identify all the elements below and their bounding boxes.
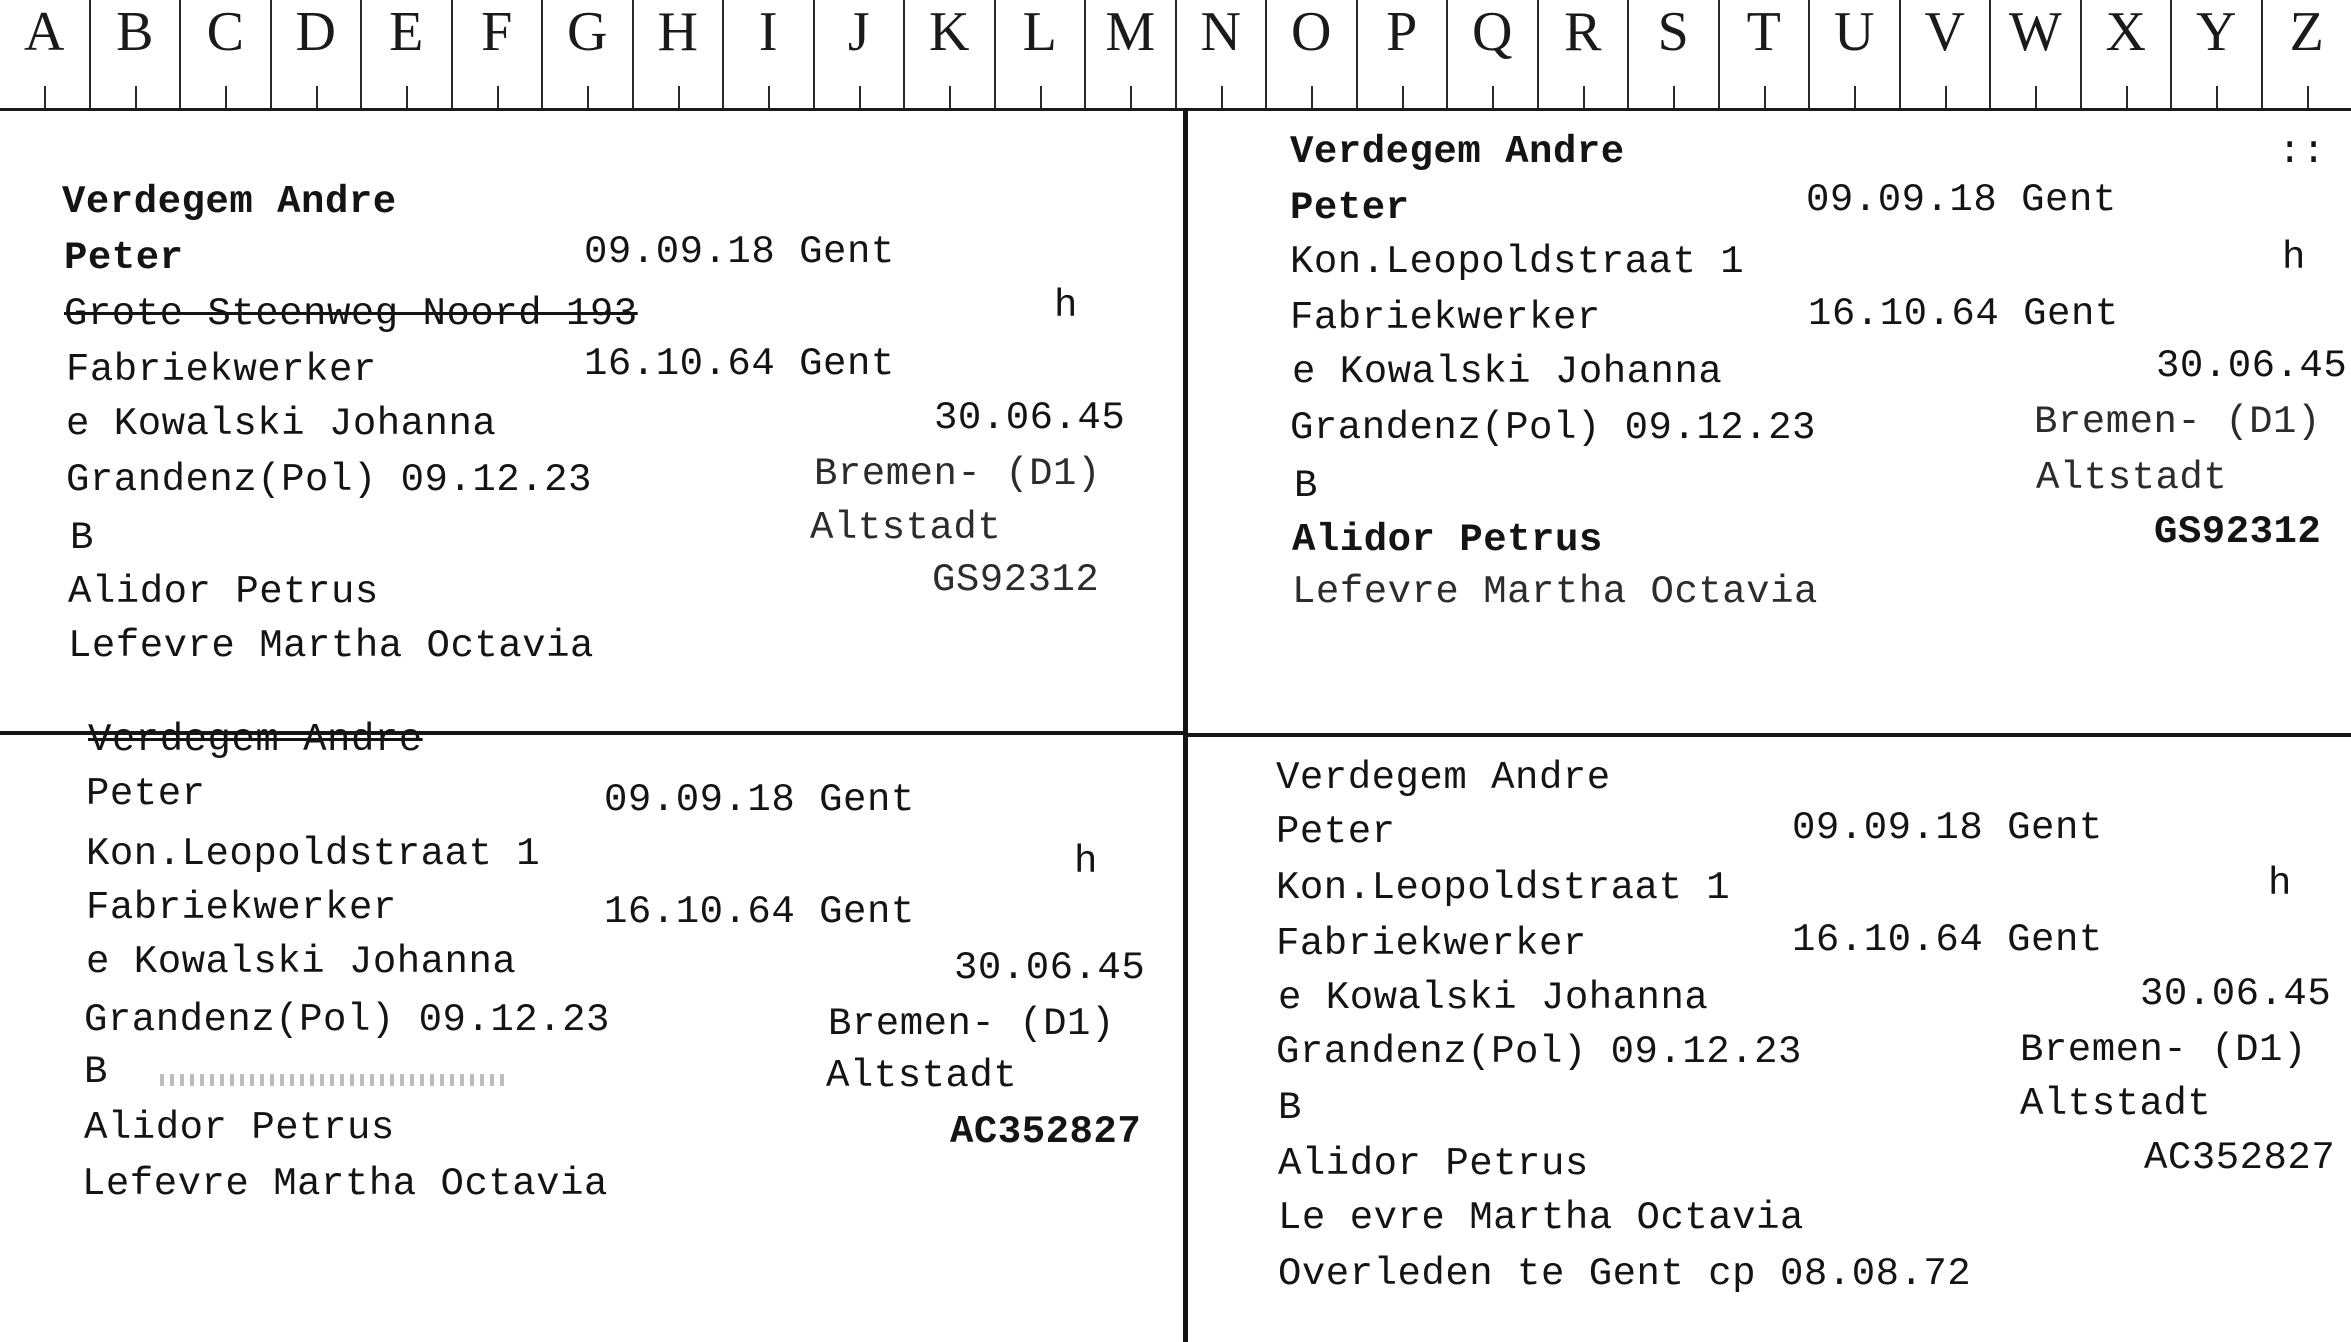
index-letter-j xyxy=(815,0,906,108)
index-letter-s xyxy=(1629,0,1720,108)
index-letter-h xyxy=(634,0,725,108)
card-occupation: Fabriekwerker xyxy=(1290,296,1601,340)
card-first-name: Peter xyxy=(86,772,206,816)
card-place: Bremen- (D1) xyxy=(828,1002,1115,1046)
index-letter-e xyxy=(362,0,453,108)
index-letter-label: Z xyxy=(2289,1,2324,63)
index-letter-g xyxy=(543,0,634,108)
card-place2: Altstadt xyxy=(2036,456,2228,500)
card-father: Alidor Petrus xyxy=(84,1106,395,1150)
index-letter-f xyxy=(453,0,544,108)
card-first-name: Peter xyxy=(64,236,184,280)
card-h-mark: h xyxy=(2268,862,2292,906)
index-letter-label: Q xyxy=(1472,1,1513,63)
card-mother: Lefevre Martha Octavia xyxy=(68,624,594,668)
index-letter-o xyxy=(1267,0,1358,108)
card-spouse-birth: Grandenz(Pol) 09.12.23 xyxy=(66,458,592,502)
alphabet-index-strip xyxy=(0,0,2351,111)
card-h-mark: h xyxy=(1054,284,1078,328)
index-letter-x xyxy=(2082,0,2173,108)
vertical-card-divider xyxy=(1183,108,1188,1342)
card-place2: Altstadt xyxy=(2020,1082,2212,1126)
index-letter-label: N xyxy=(1200,1,1241,63)
index-letter-d xyxy=(272,0,363,108)
index-letter-label: P xyxy=(1386,1,1418,63)
card-code: AC352827 xyxy=(950,1110,1142,1154)
index-letter-z xyxy=(2263,0,2351,108)
card-place2: Altstadt xyxy=(810,506,1002,550)
index-letter-q xyxy=(1448,0,1539,108)
index-letter-label: A xyxy=(24,1,65,63)
card-place: Bremen- (D1) xyxy=(2020,1028,2307,1072)
index-letter-label: L xyxy=(1022,1,1057,63)
index-letter-label: S xyxy=(1657,1,1689,63)
card-birth: 09.09.18 Gent xyxy=(584,230,895,274)
card-death-note: Overleden te Gent cp 08.08.72 xyxy=(1278,1252,1972,1296)
index-letter-label: O xyxy=(1291,1,1332,63)
index-letter-b xyxy=(91,0,182,108)
card-b: B xyxy=(1294,464,1318,508)
card-occupation: Fabriekwerker xyxy=(1276,922,1587,966)
card-date3: 30.06.45 xyxy=(2156,344,2348,388)
card-h-mark: h xyxy=(1074,840,1098,884)
index-letter-c xyxy=(181,0,272,108)
index-letter-label: V xyxy=(1924,1,1965,63)
card-occupation: Fabriekwerker xyxy=(86,886,397,930)
index-letter-m xyxy=(1086,0,1177,108)
card-b: B xyxy=(70,516,94,560)
index-letter-i xyxy=(724,0,815,108)
index-letter-u xyxy=(1810,0,1901,108)
card-date2: 16.10.64 Gent xyxy=(1792,918,2103,962)
card-code: GS92312 xyxy=(2154,510,2322,554)
card-birth: 09.09.18 Gent xyxy=(1792,806,2103,850)
card-address-struck: Grote Steenweg Noord 193 xyxy=(64,292,638,336)
card-address: Kon.Leopoldstraat 1 xyxy=(1290,240,1745,284)
card-surname: Verdegem Andre xyxy=(62,180,397,224)
index-letter-label: U xyxy=(1834,1,1875,63)
card-surname: Verdegem Andre xyxy=(1276,756,1611,800)
index-letter-label: B xyxy=(116,1,154,63)
horizontal-card-divider-right xyxy=(1188,733,2351,737)
card-mother: Lefevre Martha Octavia xyxy=(82,1162,608,1206)
card-date3: 30.06.45 xyxy=(954,946,1146,990)
index-letter-label: K xyxy=(929,1,970,63)
card-b: B xyxy=(1278,1086,1302,1130)
index-letter-t xyxy=(1720,0,1811,108)
card-place: Bremen- (D1) xyxy=(814,452,1101,496)
card-occupation: Fabriekwerker xyxy=(66,348,377,392)
index-letters xyxy=(0,0,2351,108)
card-father: Alidor Petrus xyxy=(68,570,379,614)
index-letter-label: R xyxy=(1564,1,1602,63)
index-letter-label: J xyxy=(847,1,870,63)
card-mother: Le evre Martha Octavia xyxy=(1278,1196,1804,1240)
card-code: AC352827 xyxy=(2144,1136,2336,1180)
index-letter-label: E xyxy=(389,1,424,63)
index-letter-p xyxy=(1358,0,1449,108)
card-spouse-birth: Grandenz(Pol) 09.12.23 xyxy=(84,998,610,1042)
index-letter-label: H xyxy=(657,1,698,63)
index-letter-k xyxy=(905,0,996,108)
index-letter-a xyxy=(0,0,91,108)
card-place2: Altstadt xyxy=(826,1054,1018,1098)
index-letter-label: Y xyxy=(2196,1,2237,63)
card-b: B xyxy=(84,1050,108,1094)
card-code: GS92312 xyxy=(932,558,1100,602)
card-spouse-birth: Grandenz(Pol) 09.12.23 xyxy=(1276,1030,1802,1074)
card-date3: 30.06.45 xyxy=(2140,972,2332,1016)
card-corner-mark: :: xyxy=(2278,130,2326,174)
index-letter-label: G xyxy=(567,1,608,63)
index-letter-label: X xyxy=(2105,1,2146,63)
index-letter-label: C xyxy=(206,1,244,63)
card-date2: 16.10.64 Gent xyxy=(1808,292,2119,336)
card-spouse: e Kowalski Johanna xyxy=(86,940,517,984)
card-date2: 16.10.64 Gent xyxy=(604,890,915,934)
card-spouse: e Kowalski Johanna xyxy=(1292,350,1723,394)
card-surname-struck: Verdegem Andre xyxy=(88,718,423,762)
card-address: Kon.Leopoldstraat 1 xyxy=(86,832,541,876)
card-date2: 16.10.64 Gent xyxy=(584,342,895,386)
index-letter-w xyxy=(1991,0,2082,108)
smudged-text-mark xyxy=(160,1074,510,1086)
index-letter-label: F xyxy=(481,1,513,63)
card-birth: 09.09.18 Gent xyxy=(1806,178,2117,222)
index-letter-label: D xyxy=(295,1,336,63)
card-spouse: e Kowalski Johanna xyxy=(1278,976,1709,1020)
card-first-name: Peter xyxy=(1290,186,1410,230)
card-address: Kon.Leopoldstraat 1 xyxy=(1276,866,1731,910)
card-first-name: Peter xyxy=(1276,810,1396,854)
index-letter-label: W xyxy=(2008,1,2062,63)
index-letter-r xyxy=(1539,0,1630,108)
card-spouse-birth: Grandenz(Pol) 09.12.23 xyxy=(1290,406,1816,450)
index-letter-l xyxy=(996,0,1087,108)
index-letter-label: I xyxy=(758,1,778,63)
card-surname: Verdegem Andre xyxy=(1290,130,1625,174)
card-mother: Lefevre Martha Octavia xyxy=(1292,570,1818,614)
card-place: Bremen- (D1) xyxy=(2034,400,2321,444)
card-birth: 09.09.18 Gent xyxy=(604,778,915,822)
index-letter-label: M xyxy=(1105,1,1156,63)
card-spouse: e Kowalski Johanna xyxy=(66,402,497,446)
card-father: Alidor Petrus xyxy=(1292,518,1603,562)
card-h-mark: h xyxy=(2282,236,2306,280)
index-letter-v xyxy=(1901,0,1992,108)
index-letter-y xyxy=(2172,0,2263,108)
index-letter-label: T xyxy=(1746,1,1781,63)
index-letter-n xyxy=(1177,0,1268,108)
card-father: Alidor Petrus xyxy=(1278,1142,1589,1186)
card-date3: 30.06.45 xyxy=(934,396,1126,440)
